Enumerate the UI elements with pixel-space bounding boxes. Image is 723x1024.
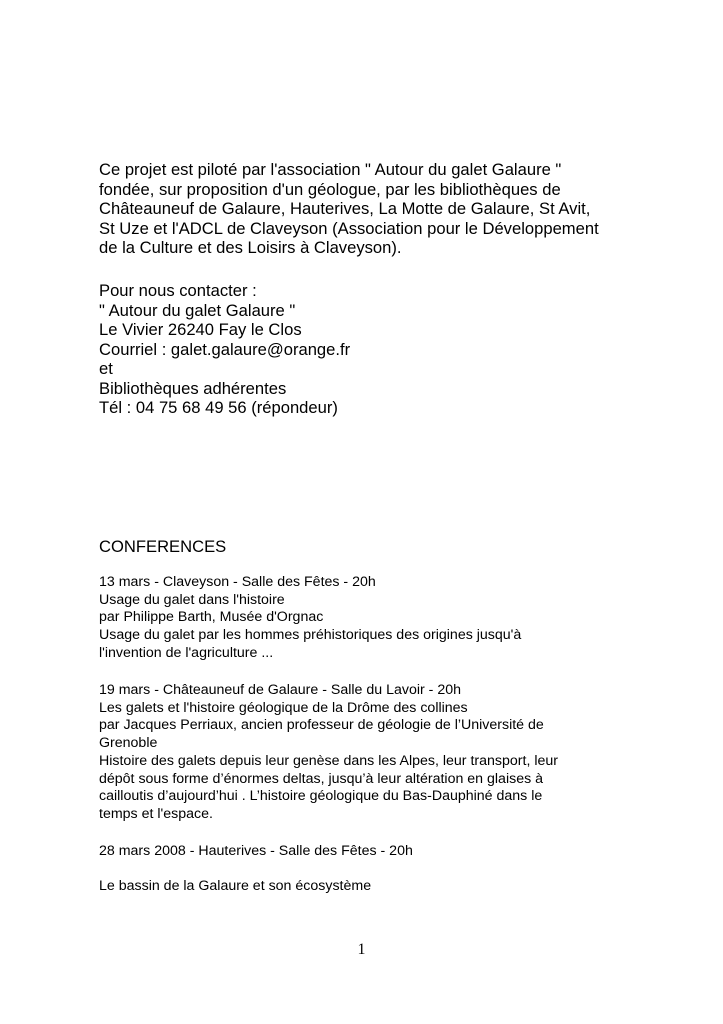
intro-line: St Uze et l'ADCL de Claveyson (Association pour le Développement: [99, 218, 599, 238]
event-title: Le bassin de la Galaure et son écosystème: [99, 878, 372, 894]
event-title: Les galets et l'histoire géologique de la Drôme des collines: [99, 699, 468, 716]
event-speaker: par Philippe Barth, Musée d'Orgnac: [99, 609, 324, 626]
event-description: temps et l'espace.: [99, 805, 213, 822]
event-description: l'invention de l'agriculture ...: [99, 644, 274, 661]
conference-event-1: [99, 574, 659, 663]
conference-event-2: [99, 682, 659, 824]
contact-line: " Autour du galet Galaure ": [99, 300, 296, 320]
intro-line: Ce projet est piloté par l'association " Autour du galet Galaure ": [99, 160, 562, 179]
event-description: cailloutis d’aujourd’hui . L’histoire géologique du Bas-Dauphiné dans le: [99, 788, 543, 805]
event-description: Usage du galet par les hommes préhistoriques des origines jusqu'à: [99, 627, 522, 644]
event-description: dépôt sous forme d’énormes deltas, jusqu’à leur altération en glaises à: [99, 770, 544, 787]
event-description: Histoire des galets depuis leur genèse dans les Alpes, leur transport, leur: [99, 752, 558, 769]
event-date-line: 13 mars - Claveyson - Salle des Fêtes - 20h: [99, 574, 376, 590]
contact-heading: Pour nous contacter :: [99, 281, 257, 300]
intro-paragraph: [99, 160, 659, 258]
intro-line: Châteauneuf de Galaure, Hauterives, La Motte de Galaure, St Avit,: [99, 199, 591, 218]
conference-event-4: [99, 878, 659, 896]
contact-line: et: [99, 359, 113, 378]
contact-block: [99, 281, 659, 418]
page-number: 1: [357, 941, 366, 958]
contact-address: Le Vivier 26240 Fay le Clos: [99, 320, 302, 339]
event-date-line: 28 mars 2008 - Hauterives - Salle des Fêtes - 20h: [99, 843, 413, 859]
event-date-line: 19 mars - Châteauneuf de Galaure - Salle du Lavoir - 20h: [99, 682, 461, 698]
contact-line: Bibliothèques adhérentes: [99, 378, 287, 398]
contact-email: Courriel : galet.galaure@orange.fr: [99, 339, 351, 359]
conference-event-3: [99, 843, 659, 861]
contact-phone: Tél : 04 75 68 49 56 (répondeur): [99, 398, 338, 417]
intro-line: fondée, sur proposition d'un géologue, par les bibliothèques de: [99, 179, 561, 199]
conferences-heading: CONFERENCES: [99, 537, 227, 556]
intro-line: de la Culture et des Loisirs à Claveyson).: [99, 238, 402, 257]
event-title: Usage du galet dans l'histoire: [99, 591, 285, 608]
event-speaker: par Jacques Perriaux, ancien professeur de géologie de l’Université de: [99, 717, 544, 734]
event-speaker: Grenoble: [99, 735, 158, 752]
